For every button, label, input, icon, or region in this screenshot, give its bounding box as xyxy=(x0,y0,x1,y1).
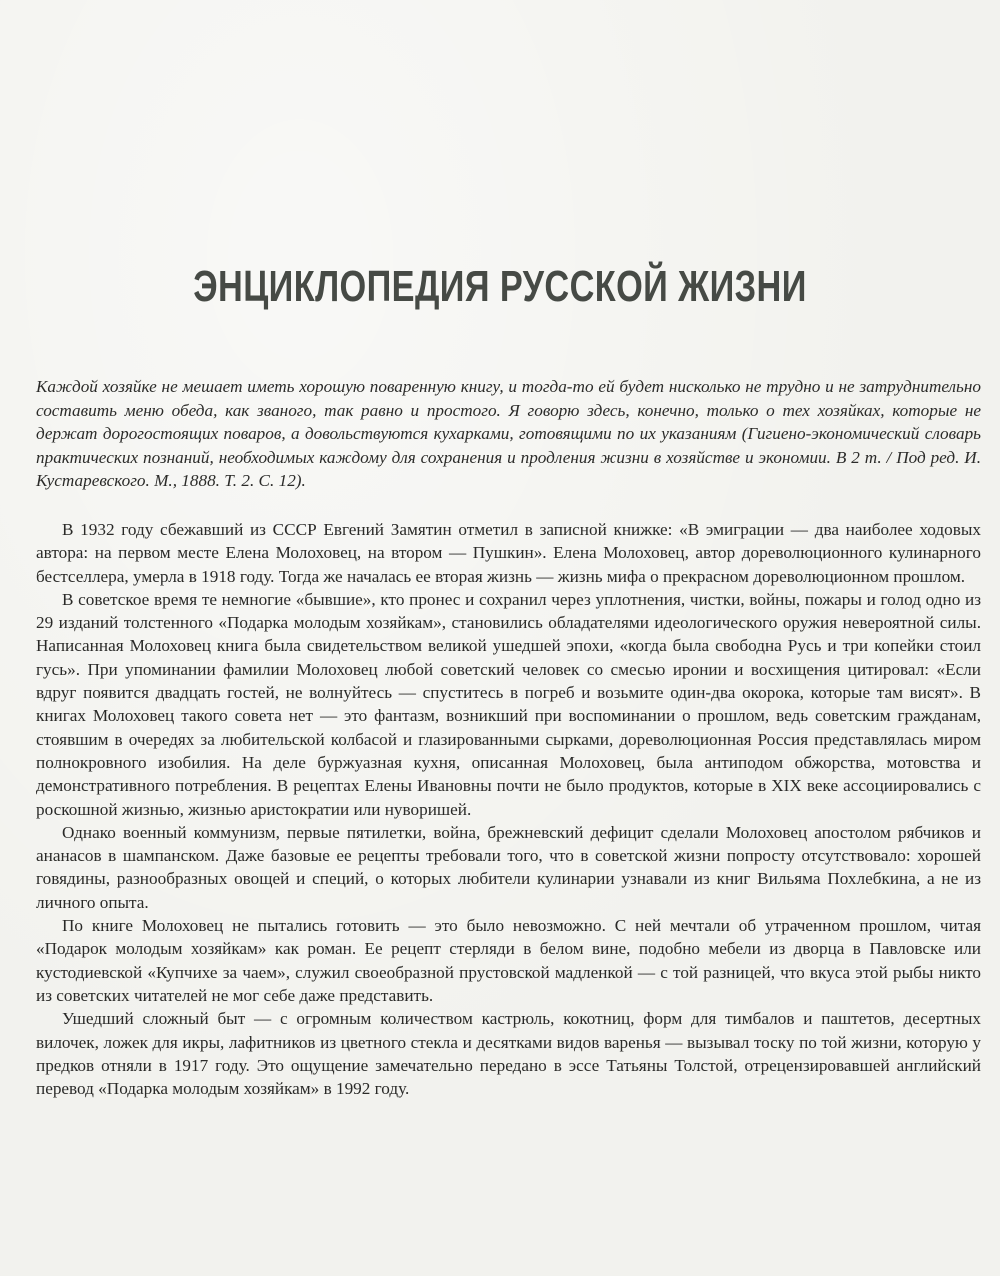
paragraph: Ушедший сложный быт — с огромным количеством кастрюль, кокотниц, форм для тимбалов и паштетов, десертных вилочек, ложек для икры, лафитников из цветного стекла и десятками видов варенья — вызывал тоску по той жизни, которую у предков отняли в 1917 году. Это ощущение замечательно передано в эссе Татьяны Толстой, отрецензировавшей английский перевод «Подарка молодым хозяйкам» в 1992 году. xyxy=(36,1009,981,1099)
paragraph: Однако военный коммунизм, первые пятилетки, война, брежневский дефицит сделали Молоховец апостолом рябчиков и ананасов в шампанском. Даже базовые ее рецепты требовали того, что в советской жизни попросту отсутствовало: хорошей говядины, разнообразных овощей и специй, о которых любители кулинарии узнавали из книг Вильяма Похлебкина, а не из личного опыта. xyxy=(36,822,981,912)
main-text xyxy=(36,518,981,1100)
chapter-title: ЭНЦИКЛОПЕДИЯ РУССКОЙ ЖИЗНИ xyxy=(193,262,807,311)
epigraph: Каждой хозяйке не мешает иметь хорошую поваренную книгу, и тогда-то ей будет нисколько не трудно и не затруднительно составить меню обеда, как званого, так равно и простого. Я говорю здесь, конечно, только о тех хозяйках, которые не держат дорогостоящих поваров, а довольствуются кухарками, готовящими по их указаниям (Гигиено-экономический словарь практических познаний, необходимых каждому для сохранения и продления жизни в хозяйстве и экономии. В 2 т. / Под ред. И. Кустаревского. М., 1888. Т. 2. С. 12). xyxy=(36,377,981,490)
paragraph: В советское время те немногие «бывшие», кто пронес и сохранил через уплотнения, чистки, войны, пожары и голод одно из 29 изданий толстенного «Подарка молодым хозяйкам», становились обладателями идеологического оружия невероятной силы. Написанная Молоховец книга была свидетельством великой ушедшей эпохи, «когда была свободна Русь и три копейки стоил гусь». При упоминании фамилии Молоховец любой советский человек со смесью иронии и восхищения цитировал: «Если вдруг появится двадцать гостей, не волнуйтесь — спуститесь в погреб и возьмите один-два окорока, которые там висят». В книгах Молоховец такого совета нет — это фантазм, возникший при воспоминании о прошлом, ведь советским гражданам, стоявшим в очередях за любительской колбасой и глазированными сырками, дореволюционная Россия представлялась миром полнокровного изобилия. На деле буржуазная кухня, описанная Молоховец, была антиподом обжорства, мотовства и демонстративного потребления. В рецептах Елены Ивановны почти не было продуктов, которые в XIX веке ассоциировались с роскошной жизнью, жизнью аристократии или нуворишей. xyxy=(36,589,981,819)
paragraph: В 1932 году сбежавший из СССР Евгений Замятин отметил в записной книжке: «В эмиграции — два наиболее ходовых автора: на первом месте Елена Молоховец, на втором — Пушкин». Елена Молоховец, автор дореволюционного кулинарного бестселлера, умерла в 1918 году. Тогда же началась ее вторая жизнь — жизнь мифа о прекрасном дореволюционном прошлом. xyxy=(36,520,981,586)
paragraph: По книге Молоховец не пытались готовить — это было невозможно. С ней мечтали об утраченном прошлом, читая «Подарок молодым хозяйкам» как роман. Ее рецепт стерляди в белом вине, подобно мебели из дворца в Павловске или кустодиевской «Купчихе за чаем», служил своеобразной прустовской мадленкой — с той разницей, что вкуса этой рыбы никто из советских читателей не мог себе даже представить. xyxy=(36,916,981,1005)
